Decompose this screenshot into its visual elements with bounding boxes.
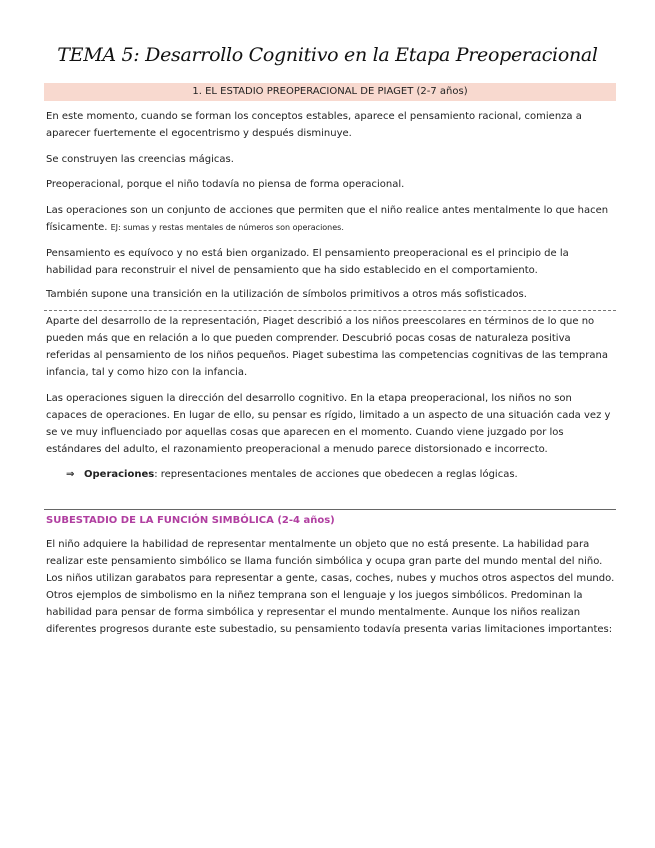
paragraph-direction: Las operaciones siguen la dirección del desarrollo cognitivo. En la etapa preoperacional, los niños no son capaces de operaciones. En lugar de ello, su pensar es rígido, limitado a un aspecto de una situación cada vez y se ve muy influenciado por aquellas cosas que aparecen en el momento. Cuando viene juzgado por los estándares del adulto, el razonamiento preoperacional a menudo parece distorsionado e incorrecto. bbox=[46, 393, 611, 455]
paragraph-intro-3: Preoperacional, porque el niño todavía no piensa de forma operacional. bbox=[46, 179, 405, 190]
paragraph-operations bbox=[46, 202, 616, 236]
section-heading: 1. EL ESTADIO PREOPERACIONAL DE PIAGET (2-7 años) bbox=[44, 83, 616, 101]
paragraph-piaget: Aparte del desarrollo de la representación, Piaget describió a los niños preescolares en términos de lo que no pueden más que en relación a lo que pueden comprender. Descubrió pocas cosas de naturaleza positiva referidas al pensamiento de los niños pequeños. Piaget subestima las competencias cognitivas de las temprana infancia, tal y como hizo con la infancia. bbox=[46, 316, 608, 378]
bullet-term: Operaciones bbox=[84, 469, 155, 480]
paragraph-intro-1: En este momento, cuando se forman los conceptos estables, aparece el pensamiento racional, comienza a aparecer fuertemente el egocentrismo y después disminuye. bbox=[46, 111, 582, 139]
paragraph-symbolic: El niño adquiere la habilidad de representar mentalmente un objeto que no está presente. La habilidad para realizar este pensamiento simbólico se llama función simbólica y ocupa gran parte del mundo mental del niño. Los niños utilizan garabatos para representar a gente, casas, coches, nubes y muchos otros aspectos del mundo. Otros ejemplos de simbolismo en la niñez temprana son el lenguaje y los juegos simbólicos. Predominan la habilidad para pensar de forma simbólica y representar el mundo mentalmente. Aunque los niños realizan diferentes progresos durante este subestadio, su pensamiento todavía presenta varias limitaciones importantes: bbox=[46, 539, 615, 635]
bullet-operaciones bbox=[66, 466, 616, 483]
solid-divider bbox=[44, 509, 616, 510]
dashed-divider bbox=[44, 310, 616, 311]
paragraph-intro-2: Se construyen las creencias mágicas. bbox=[46, 154, 234, 165]
operations-example: EJ: sumas y restas mentales de números son operaciones. bbox=[110, 223, 344, 232]
paragraph-transition: También supone una transición en la utilización de símbolos primitivos a otros más sofisticados. bbox=[46, 289, 527, 300]
operations-text: Las operaciones son un conjunto de acciones que permiten que el niño realice antes mentalmente lo que hacen físicamente. bbox=[46, 205, 609, 233]
paragraph-thinking: Pensamiento es equívoco y no está bien organizado. El pensamiento preoperacional es el principio de la habilidad para reconstruir el nivel de pensamiento que ha sido establecido en el comportamiento. bbox=[46, 248, 569, 276]
subsection-heading: SUBESTADIO DE LA FUNCIÓN SIMBÓLICA (2-4 años) bbox=[46, 515, 335, 526]
bullet-definition: : representaciones mentales de acciones que obedecen a reglas lógicas. bbox=[154, 469, 518, 480]
page-title: TEMA 5: Desarrollo Cognitivo en la Etapa Preoperacional bbox=[57, 44, 598, 66]
right-double-arrow-icon: ⇒ bbox=[66, 469, 75, 480]
